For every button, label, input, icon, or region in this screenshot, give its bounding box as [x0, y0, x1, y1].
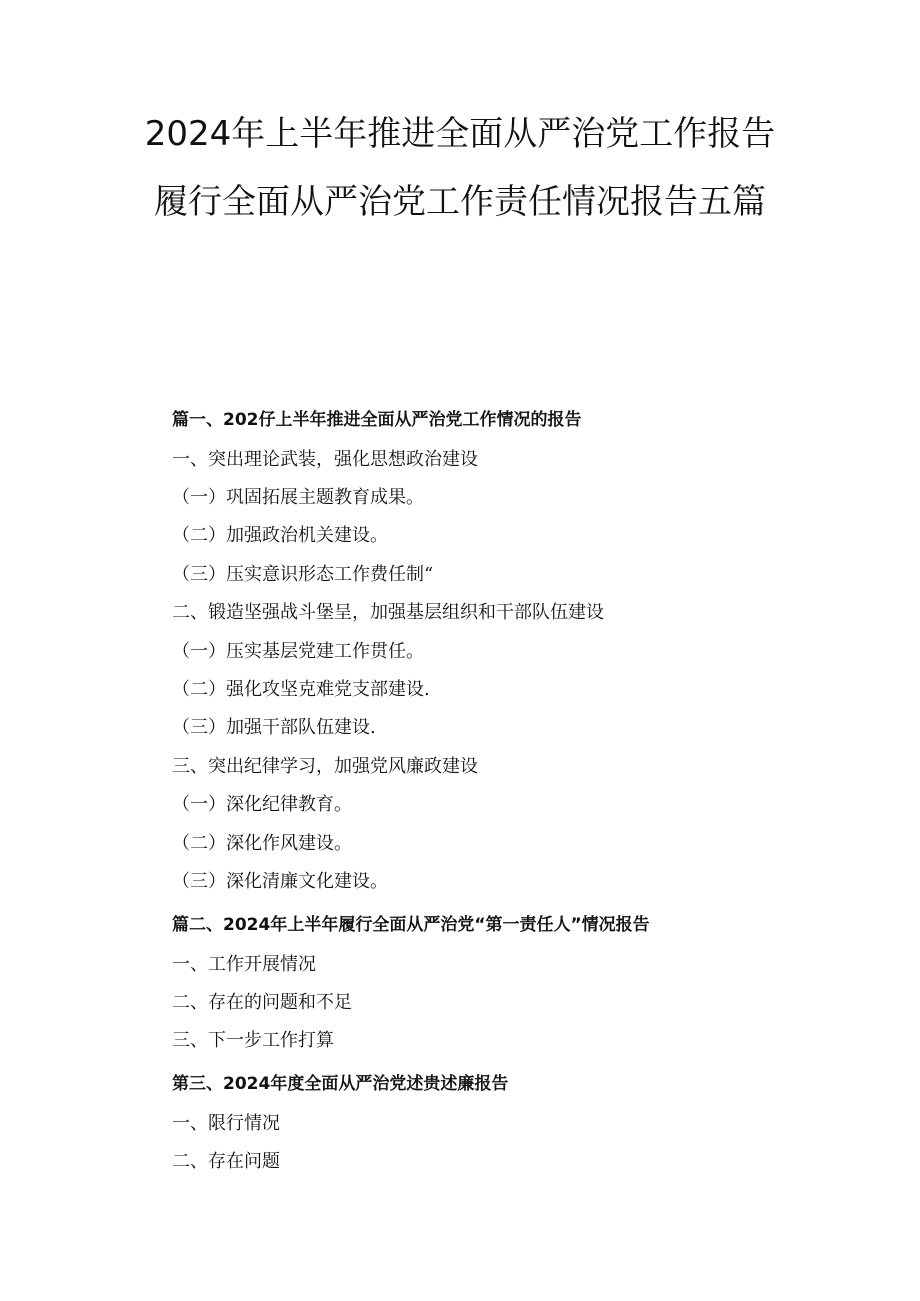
- toc-section-1-heading-2: 二、锻造坚强战斗堡呈，加强基层组织和干部队伍建设: [172, 602, 604, 623]
- toc-section-1-heading-3: 三、突出纪律学习，加强党风廉政建设: [172, 756, 478, 777]
- toc-section-1-item-3-3: （三）深化清廉文化建设。: [172, 871, 388, 892]
- toc-section-1-item-3-2: （二）深化作风建设。: [172, 833, 352, 854]
- toc-section-3-title: 第三、2024年度全面从严治党述贵述廉报告: [172, 1074, 509, 1094]
- toc-section-1-heading-1: 一、突出理论武装，强化思想政治建设: [172, 449, 478, 470]
- toc-section-3-heading-1: 一、限行情况: [172, 1113, 280, 1134]
- toc-section-2-title: 篇二、2024年上半年履行全面从严治党“第一责任人”情况报告: [172, 915, 650, 935]
- toc-section-1-item-1-1: （一）巩固拓展主题教育成果。: [172, 487, 424, 508]
- toc-section-2-heading-2: 二、存在的问题和不足: [172, 992, 352, 1013]
- toc-section-1-title: 篇一、202仔上半年推进全面从严治党工作情况的报告: [172, 410, 582, 430]
- document-title-line-1: 2024年上半年推进全面从严治党工作报告: [144, 114, 776, 154]
- toc-section-1-item-1-3: （三）压实意识形态工作费任制“: [172, 564, 434, 585]
- toc-section-1-item-2-2: （二）强化攻坚克难党支部建设.: [172, 679, 430, 700]
- toc-section-1-item-1-2: （二）加强政治机关建设。: [172, 525, 388, 546]
- toc-section-1-item-3-1: （一）深化纪律教育。: [172, 794, 352, 815]
- toc-section-2-heading-1: 一、工作开展情况: [172, 954, 316, 975]
- document-title-line-2: 履行全面从严治党工作责任情况报告五篇: [154, 182, 766, 222]
- toc-section-3-heading-2: 二、存在问题: [172, 1151, 280, 1172]
- toc-section-2-heading-3: 三、下一步工作打算: [172, 1030, 334, 1051]
- toc-section-1-item-2-3: （三）加强干部队伍建设.: [172, 717, 376, 738]
- toc-section-1-item-2-1: （一）压实基层党建工作贯任。: [172, 641, 424, 662]
